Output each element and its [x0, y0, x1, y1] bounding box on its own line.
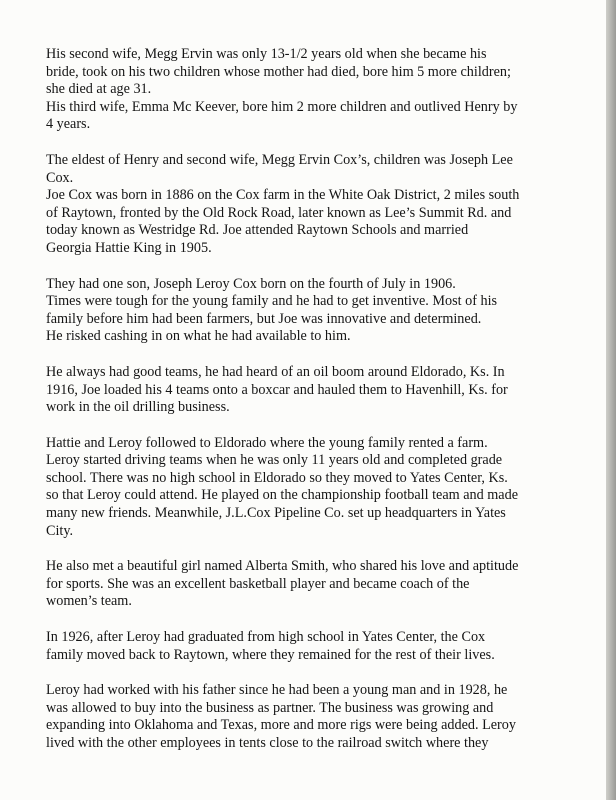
text-line: expanding into Oklahoma and Texas, more and more rigs were being added. Leroy [46, 717, 516, 734]
text-line: 1916, Joe loaded his 4 teams onto a boxcar and hauled them to Havenhill, Ks. for [46, 381, 508, 398]
paragraph-leroy-birth [46, 276, 566, 346]
text-line: Times were tough for the young family and he had to get inventive. Most of his [46, 293, 498, 310]
text-line: Leroy started driving teams when he was only 11 years old and completed grade [46, 452, 503, 469]
text-line: many new friends. Meanwhile, J.L.Cox Pipeline Co. set up headquarters in Yates [46, 505, 506, 522]
text-line: City. [46, 522, 74, 539]
paragraph-oil-boom [46, 364, 566, 417]
text-line: so that Leroy could attend. He played on the championship football team and made [46, 487, 518, 504]
text-line: lived with the other employees in tents close to the railroad switch where they [46, 735, 489, 751]
text-line: family before him had been farmers, but Joe was innovative and determined. [46, 310, 482, 327]
page-edge-shadow [606, 0, 616, 800]
text-line: His third wife, Emma Mc Keever, bore him 2 more children and outlived Henry by [46, 98, 518, 115]
text-line: work in the oil drilling business. [46, 399, 230, 416]
paragraph-second-third-wife [46, 46, 566, 134]
text-line: family moved back to Raytown, where they remained for the rest of their lives. [46, 646, 495, 663]
text-line: He always had good teams, he had heard of an oil boom around Eldorado, Ks. In [46, 363, 505, 380]
text-line: In 1926, after Leroy had graduated from high school in Yates Center, the Cox [46, 629, 486, 646]
text-line: bride, took on his two children whose mother had died, bore him 5 more children; [46, 63, 511, 80]
text-line: Joe Cox was born in 1886 on the Cox farm in the White Oak District, 2 miles south [46, 187, 520, 204]
text-line: of Raytown, fronted by the Old Rock Road, later known as Lee’s Summit Rd. and [46, 204, 512, 221]
text-line: He risked cashing in on what he had available to him. [46, 328, 351, 345]
text-line: was allowed to buy into the business as partner. The business was growing and [46, 699, 494, 716]
text-line: The eldest of Henry and second wife, Megg Ervin Cox’s, children was Joseph Lee [46, 151, 513, 168]
text-line: 4 years. [46, 116, 91, 133]
text-line: school. There was no high school in Eldorado so they moved to Yates Center, Ks. [46, 469, 508, 486]
text-line: Leroy had worked with his father since he had been a young man and in 1928, he [46, 682, 508, 699]
text-line: His second wife, Megg Ervin was only 13-1/2 years old when she became his [46, 46, 487, 62]
paragraph-partnership [46, 682, 566, 752]
text-line: Georgia Hattie King in 1905. [46, 239, 212, 256]
paragraph-joe-cox-birth [46, 152, 566, 258]
document-body [46, 46, 566, 753]
text-line: women’s team. [46, 593, 132, 610]
text-line: They had one son, Joseph Leroy Cox born on the fourth of July in 1906. [46, 275, 456, 292]
text-line: she died at age 31. [46, 81, 152, 98]
text-line: for sports. She was an excellent basketball player and became coach of the [46, 575, 470, 592]
paragraph-alberta-smith [46, 558, 566, 611]
paragraph-eldorado [46, 435, 566, 541]
paragraph-move-to-raytown [46, 629, 566, 664]
text-line: Cox. [46, 169, 74, 186]
text-line: He also met a beautiful girl named Alberta Smith, who shared his love and aptitude [46, 558, 519, 575]
text-line: Hattie and Leroy followed to Eldorado where the young family rented a farm. [46, 434, 488, 451]
text-line: today known as Westridge Rd. Joe attended Raytown Schools and married [46, 222, 469, 239]
